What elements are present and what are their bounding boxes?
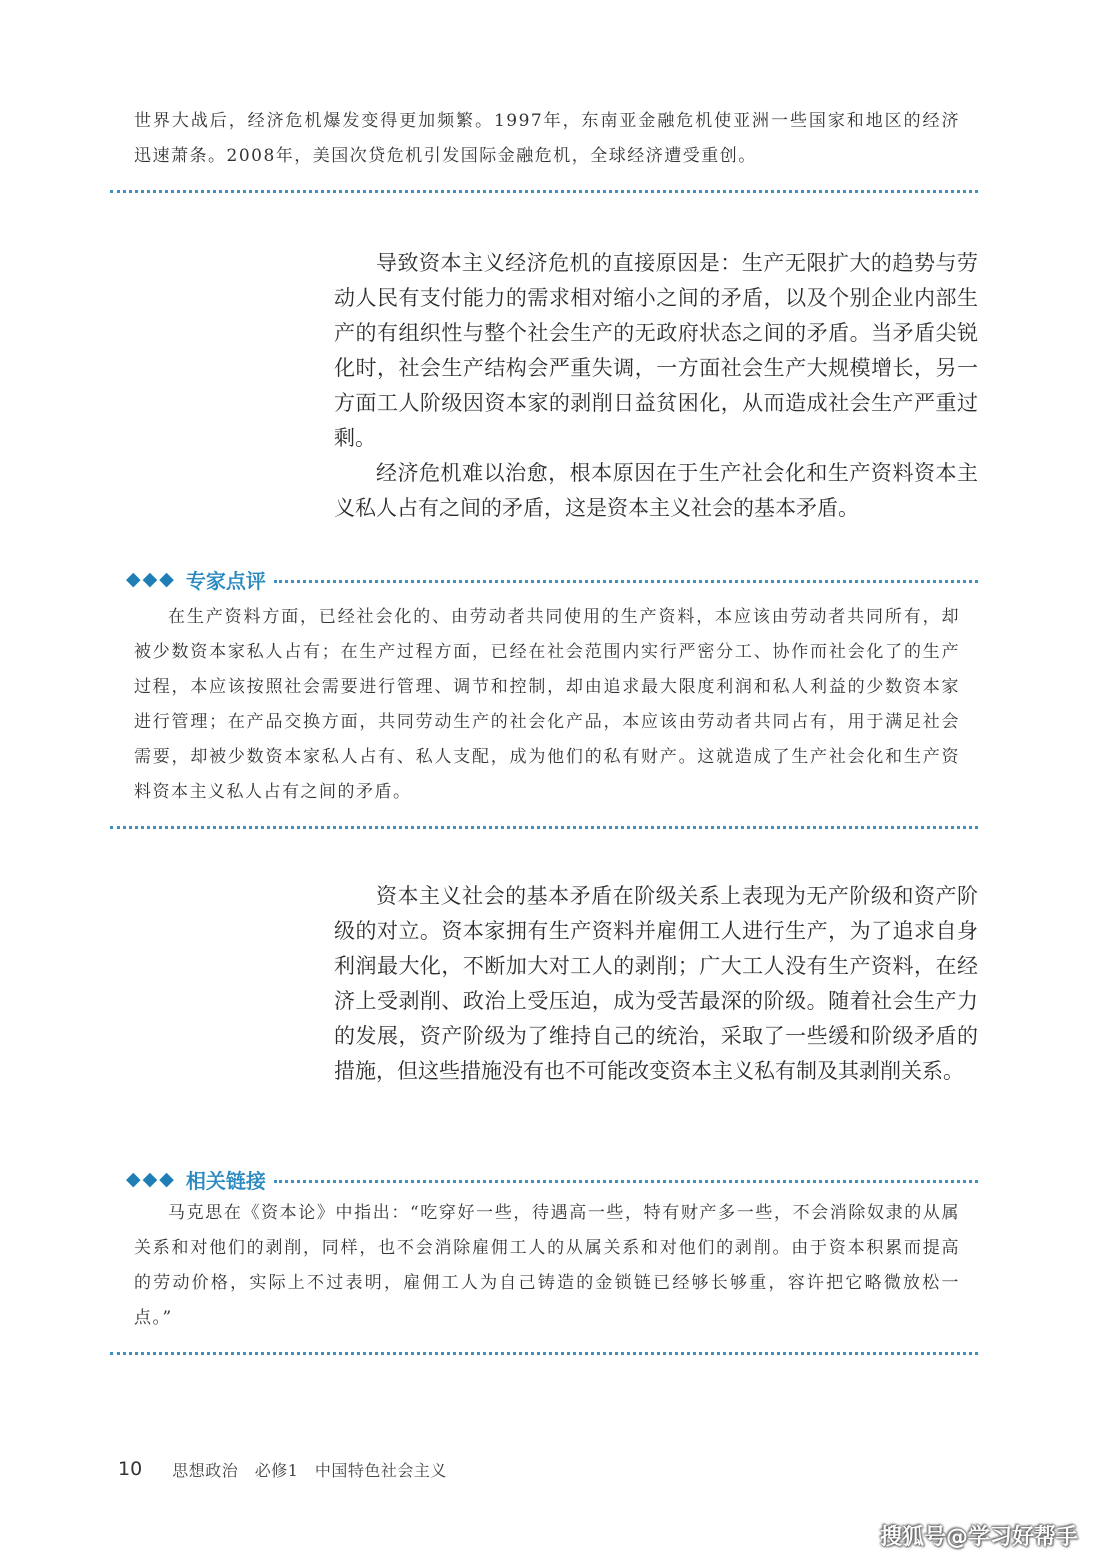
body-text-1	[334, 246, 978, 526]
related-link-block	[134, 1196, 960, 1336]
body1-paragraph-2: 经济危机难以治愈，根本原因在于生产社会化和生产资料资本主义私人占有之间的矛盾，这是资本主义社会的基本矛盾。	[334, 461, 978, 520]
expert-review-header	[126, 564, 978, 594]
expert-review-block	[134, 600, 960, 810]
divider-expert	[110, 826, 978, 829]
body-text-2	[334, 879, 978, 1089]
body1-paragraph-1: 导致资本主义经济危机的直接原因是：生产无限扩大的趋势与劳动人民有支付能力的需求相对缩小之间的矛盾，以及个别企业内部生产的有组织性与整个社会生产的无政府状态之间的矛盾。当矛盾尖锐化时，社会生产结构会严重失调，一方面社会生产大规模增长，另一方面工人阶级因资本家的剥削日益贫困化，从而造成社会生产严重过剩。	[334, 251, 978, 450]
related-link-text: 马克思在《资本论》中指出：“吃穿好一些，待遇高一些，特有财产多一些，不会消除奴隶的从属关系和对他们的剥削，同样，也不会消除雇佣工人的从属关系和对他们的剥削。由于资本积累而提高的劳动价格，实际上不过表明，雇佣工人为自己铸造的金锁链已经够长够重，容许把它略微放松一点。”	[134, 1203, 960, 1328]
related-link-title: 相关链接	[185, 1168, 266, 1193]
page-number: 10	[118, 1458, 143, 1480]
expert-review-dots	[274, 580, 978, 583]
top-paragraph-block	[134, 104, 960, 174]
book-title: 思想政治 必修1 中国特色社会主义	[172, 1460, 447, 1480]
page-footer	[118, 1455, 447, 1483]
body2-paragraph-1: 资本主义社会的基本矛盾在阶级关系上表现为无产阶级和资产阶级的对立。资本家拥有生产资料并雇佣工人进行生产，为了追求自身利润最大化，不断加大对工人的剥削；广大工人没有生产资料，在经济上受剥削、政治上受压迫，成为受苦最深的阶级。随着社会生产力的发展，资产阶级为了维持自己的统治，采取了一些缓和阶级矛盾的措施，但这些措施没有也不可能改变资本主义私有制及其剥削关系。	[334, 884, 978, 1083]
divider-top	[110, 190, 978, 193]
expert-review-title: 专家点评	[185, 568, 266, 593]
watermark: 搜狐号@学习好帮手	[879, 1525, 1078, 1550]
diamond-bullets-icon: ◆◆◆	[126, 568, 176, 590]
related-link-header	[126, 1164, 978, 1194]
diamond-bullets-icon: ◆◆◆	[126, 1168, 176, 1190]
top-paragraph: 世界大战后，经济危机爆发变得更加频繁。1997年，东南亚金融危机使亚洲一些国家和地区的经济迅速萧条。2008年，美国次贷危机引发国际金融危机，全球经济遭受重创。	[134, 111, 960, 166]
expert-review-text: 在生产资料方面，已经社会化的、由劳动者共同使用的生产资料，本应该由劳动者共同所有，却被少数资本家私人占有；在生产过程方面，已经在社会范围内实行严密分工、协作而社会化了的生产过程，本应该按照社会需要进行管理、调节和控制，却由追求最大限度利润和私人利益的少数资本家进行管理；在产品交换方面，共同劳动生产的社会化产品，本应该由劳动者共同占有，用于满足社会需要，却被少数资本家私人占有、私人支配，成为他们的私有财产。这就造成了生产社会化和生产资料资本主义私人占有之间的矛盾。	[134, 607, 960, 802]
divider-related	[110, 1352, 978, 1355]
related-link-dots	[274, 1180, 978, 1183]
